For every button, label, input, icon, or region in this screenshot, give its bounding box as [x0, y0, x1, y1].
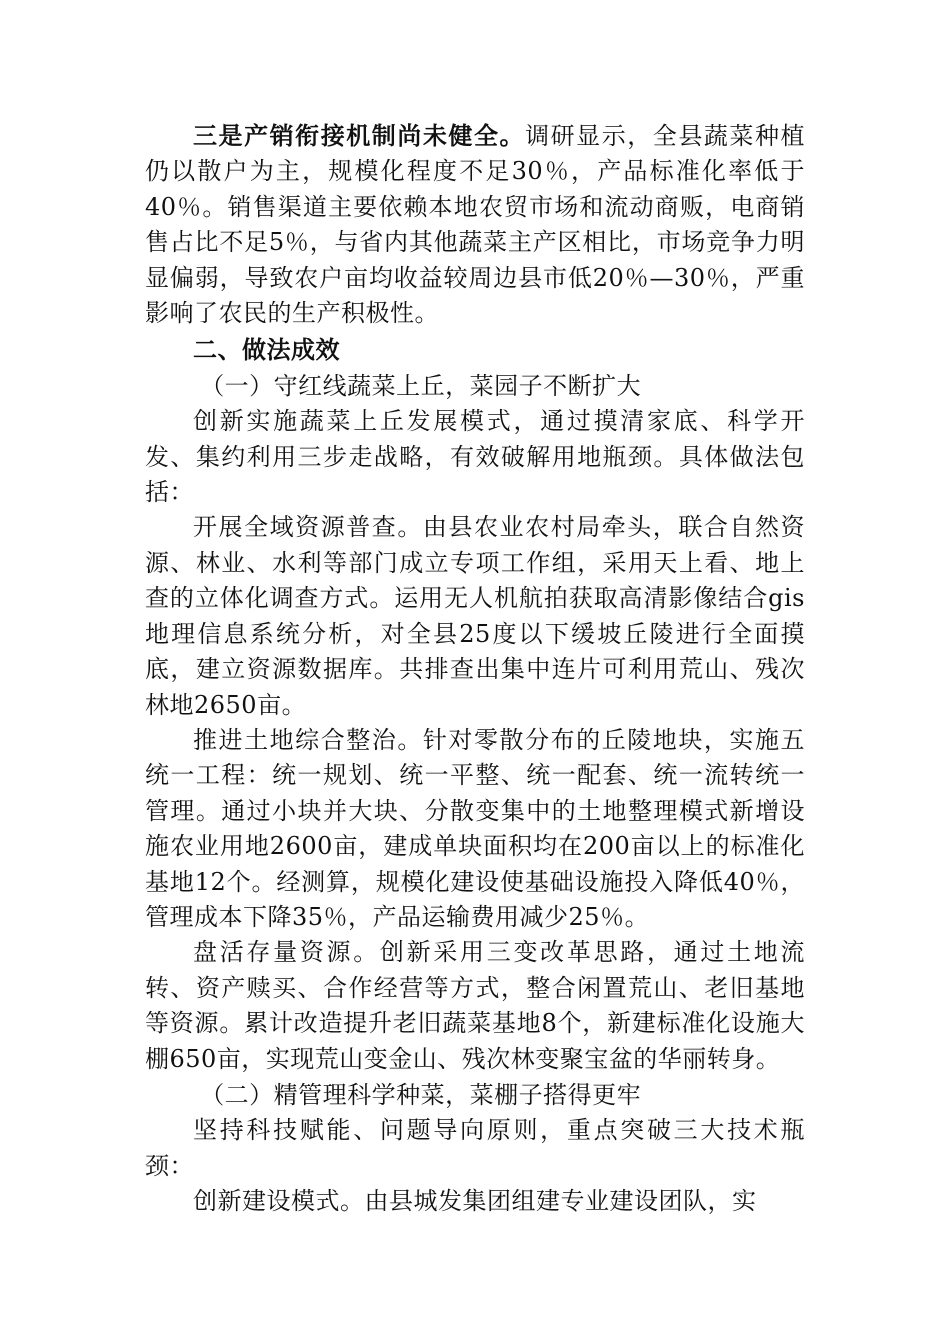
- paragraph-text: 调研显示，全县蔬菜种植仍以散户为主，规模化程度不足30％，产品标准化率低于40％。销售渠道主要依赖本地农贸市场和流动商贩，电商销售占比不足5％，与省内其他蔬菜主产区相比，市场竞争力明显偏弱，导致农户亩均收益较周边县市低20％—30％，严重影响了农民的生产积极性。: [145, 122, 806, 328]
- paragraph-construction-model: 创新建设模式。由县城发集团组建专业建设团队，实: [193, 1187, 757, 1216]
- paragraph-resource-survey: 开展全域资源普查。由县农业农村局牵头，联合自然资源、林业、水利等部门成立专项工作组，采用天上看、地上查的立体化调查方式。运用无人机航拍获取高清影像结合gis地理信息系统分析，对全县25度以下缓坡丘陵进行全面摸底，建立资源数据库。共排查出集中连片可利用荒山、残次林地2650亩。: [145, 513, 805, 719]
- subsection-heading-2: （二）精管理科学种菜，菜棚子搭得更牢: [200, 1080, 642, 1109]
- section-heading: 二、做法成效: [193, 335, 340, 365]
- paragraph-intro-2: 坚持科技赋能、问题导向原则，重点突破三大技术瓶颈：: [145, 1116, 805, 1180]
- paragraph-revitalize-resources: 盘活存量资源。创新采用三变改革思路，通过土地流转、资产赎买、合作经营等方式，整合闲置荒山、老旧基地等资源。累计改造提升老旧蔬菜基地8个，新建标准化设施大棚650亩，实现荒山变金山、残次林变聚宝盆的华丽转身。: [145, 938, 805, 1073]
- document-page: [145, 118, 805, 1220]
- paragraph-lead: 三是产销衔接机制尚未健全。: [193, 121, 526, 150]
- subsection-heading-1: （一）守红线蔬菜上丘，菜园子不断扩大: [200, 371, 642, 400]
- paragraph-production-sales: [145, 118, 805, 331]
- paragraph-intro-1: 创新实施蔬菜上丘发展模式，通过摸清家底、科学开发、集约利用三步走战略，有效破解用地瓶颈。具体做法包括：: [145, 407, 805, 507]
- paragraph-land-consolidation: 推进土地综合整治。针对零散分布的丘陵地块，实施五统一工程：统一规划、统一平整、统一配套、统一流转统一管理。通过小块并大块、分散变集中的土地整理模式新增设施农业用地2600亩，建成单块面积均在200亩以上的标准化基地12个。经测算，规模化建设使基础设施投入降低40％，管理成本下降35％，产品运输费用减少25％。: [145, 725, 805, 931]
